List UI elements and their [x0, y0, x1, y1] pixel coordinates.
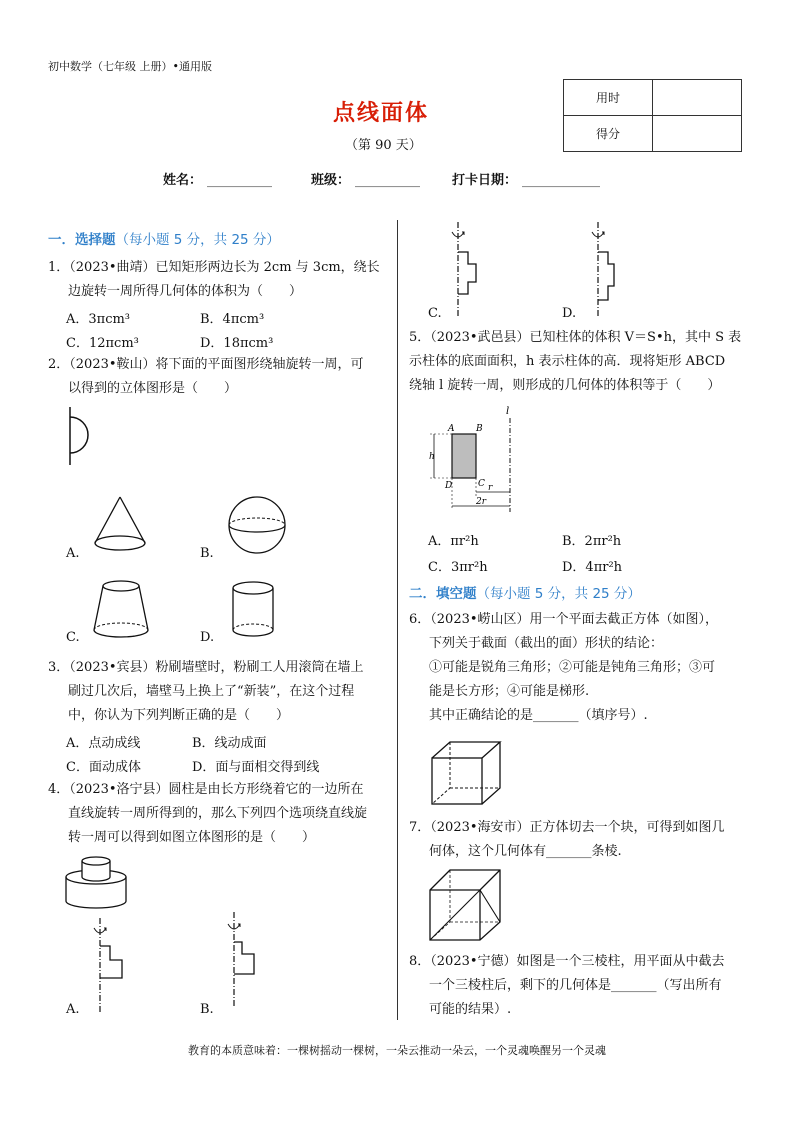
series-label: 初中数学（七年级 上册）•通用版 [48, 60, 212, 73]
q2-option-d[interactable]: D. [200, 630, 215, 645]
q4-option-a[interactable]: A. [66, 1002, 80, 1017]
score-label: 得分 [564, 116, 653, 152]
cylinder-figure [227, 580, 279, 642]
q8-line3: 可能的结果）. [429, 1002, 512, 1017]
q5-line2: 示柱体的底面面积，h 表示柱体的高．现将矩形 ABCD [409, 354, 726, 369]
day-label: （第 90 天） [345, 138, 422, 153]
profile-c-figure [424, 220, 484, 318]
sphere-figure [225, 495, 289, 557]
name-blank[interactable]: __________ [207, 173, 272, 188]
profile-a-figure [86, 916, 146, 1014]
q8-line2: 一个三棱柱后，剩下的几何体是_______（写出所有 [429, 978, 722, 993]
q5-line1: 5．（2023•武邑县）已知柱体的体积 V＝S•h，其中 S 表 [409, 330, 742, 345]
q5-line3: 绕轴 l 旋转一周，则形成的几何体的体积等于（ ） [409, 378, 721, 393]
q5-option-c[interactable]: C．3πr²h [428, 560, 488, 575]
fig-label-c: C [478, 479, 485, 489]
score-cell[interactable] [653, 116, 742, 152]
section1-title: 一．选择题 [48, 232, 116, 248]
score-table [563, 79, 742, 152]
date-label: 打卡日期： [452, 173, 518, 188]
time-label: 用时 [564, 80, 653, 116]
question-7 [409, 816, 725, 864]
q4-line3: 转一周可以得到如图立体图形的是（ ） [68, 830, 316, 845]
fig-label-d: D [445, 481, 453, 491]
fig-label-b: B [476, 424, 483, 434]
q3-line2: 刷过几次后，墙壁马上换上了“新装”，在这个过程 [68, 684, 355, 699]
q4-line2: 直线旋转一周所得到的，那么下列四个选项绕直线旋 [68, 806, 368, 821]
page-title: 点线面体 [333, 100, 430, 126]
q3-option-a[interactable]: A．点动成线 [66, 736, 141, 751]
profile-b-figure [220, 910, 280, 1010]
q3-line3: 中，你认为下列判断正确的是（ ） [68, 708, 290, 723]
frustum-figure [90, 578, 152, 642]
q1-option-b[interactable]: B．4πcm³ [200, 312, 265, 327]
profile-d-figure [576, 220, 636, 318]
q2-option-b[interactable]: B. [200, 546, 214, 561]
question-5 [409, 326, 741, 398]
question-8 [409, 950, 725, 1022]
q3-line1: 3．（2023•宾县）粉刷墙壁时，粉刷工人用滚筒在墙上 [48, 660, 364, 675]
q1-line2: 边旋转一周所得几何体的体积为（ ） [68, 284, 303, 299]
q5-option-b[interactable]: B．2πr²h [562, 534, 622, 549]
q5-option-a[interactable]: A．πr²h [428, 534, 479, 549]
q4-option-c[interactable]: C. [428, 306, 442, 321]
question-2 [48, 353, 364, 401]
section1-heading [48, 228, 280, 248]
section2-heading [409, 582, 641, 602]
q2-option-c[interactable]: C. [66, 630, 80, 645]
q3-option-c[interactable]: C．面动成体 [66, 760, 141, 775]
stacked-cylinder-figure [62, 855, 130, 913]
q3-option-b[interactable]: B．线动成面 [192, 736, 267, 751]
class-label: 班级： [311, 173, 351, 188]
q7-line1: 7．（2023•海安市）正方体切去一个块，可得到如图几 [409, 820, 725, 835]
cube-figure [428, 738, 504, 806]
fig-label-2r: 2r [476, 497, 487, 507]
q1-line1: 1．（2023•曲靖）已知矩形两边长为 2cm 与 3cm，绕长 [48, 260, 380, 275]
date-blank[interactable]: ____________ [522, 173, 600, 188]
fig-label-a: A [448, 424, 455, 434]
q1-option-c[interactable]: C．12πcm³ [66, 336, 139, 351]
q7-line2: 何体，这个几何体有_______条棱. [429, 844, 622, 859]
cut-cube-figure [426, 866, 506, 944]
q4-line1: 4．（2023•洛宁县）圆柱是由长方形绕着它的一边所在 [48, 782, 364, 797]
question-1 [48, 256, 380, 304]
q8-line1: 8．（2023•宁德）如图是一个三棱柱，用平面从中截去 [409, 954, 725, 969]
section1-note: （每小题 5 分，共 25 分） [115, 232, 280, 248]
q6-line3: ①可能是锐角三角形；②可能是钝角三角形；③可 [429, 660, 716, 675]
time-cell[interactable] [653, 80, 742, 116]
q2-line2: 以得到的立体图形是（ ） [68, 381, 238, 396]
question-4 [48, 778, 367, 850]
rectangle-rotation-figure [424, 402, 524, 514]
question-3 [48, 656, 364, 728]
class-blank[interactable]: __________ [355, 173, 420, 188]
q6-line4: 能是长方形；④可能是梯形. [429, 684, 590, 699]
q1-option-a[interactable]: A．3πcm³ [66, 312, 131, 327]
footer-quote: 教育的本质意味着：一棵树摇动一棵树，一朵云推动一朵云，一个灵魂唤醒另一个灵魂 [188, 1044, 606, 1057]
section2-title: 二．填空题 [409, 586, 477, 602]
semicircle-figure [60, 405, 110, 467]
column-divider [397, 220, 398, 1020]
q3-option-d[interactable]: D．面与面相交得到线 [192, 760, 320, 775]
fig-label-l: l [506, 406, 510, 417]
q6-line1: 6．（2023•崂山区）用一个平面去截正方体（如图）， [409, 612, 719, 627]
q4-option-d[interactable]: D. [562, 306, 577, 321]
question-6 [409, 608, 718, 728]
q1-option-d[interactable]: D．18πcm³ [200, 336, 274, 351]
fig-label-h: h [429, 452, 435, 462]
q2-option-a[interactable]: A. [66, 546, 80, 561]
section2-note: （每小题 5 分，共 25 分） [476, 586, 641, 602]
cone-figure [90, 493, 150, 555]
q6-line5: 其中正确结论的是_______（填序号）. [429, 708, 648, 723]
q2-line1: 2．（2023•鞍山）将下面的平面图形绕轴旋转一周，可 [48, 357, 364, 372]
q4-option-b[interactable]: B. [200, 1002, 214, 1017]
q5-option-d[interactable]: D．4πr²h [562, 560, 623, 575]
q6-line2: 下列关于截面（截出的面）形状的结论： [429, 636, 664, 651]
name-label: 姓名： [163, 173, 203, 188]
fig-label-r: r [488, 483, 493, 493]
